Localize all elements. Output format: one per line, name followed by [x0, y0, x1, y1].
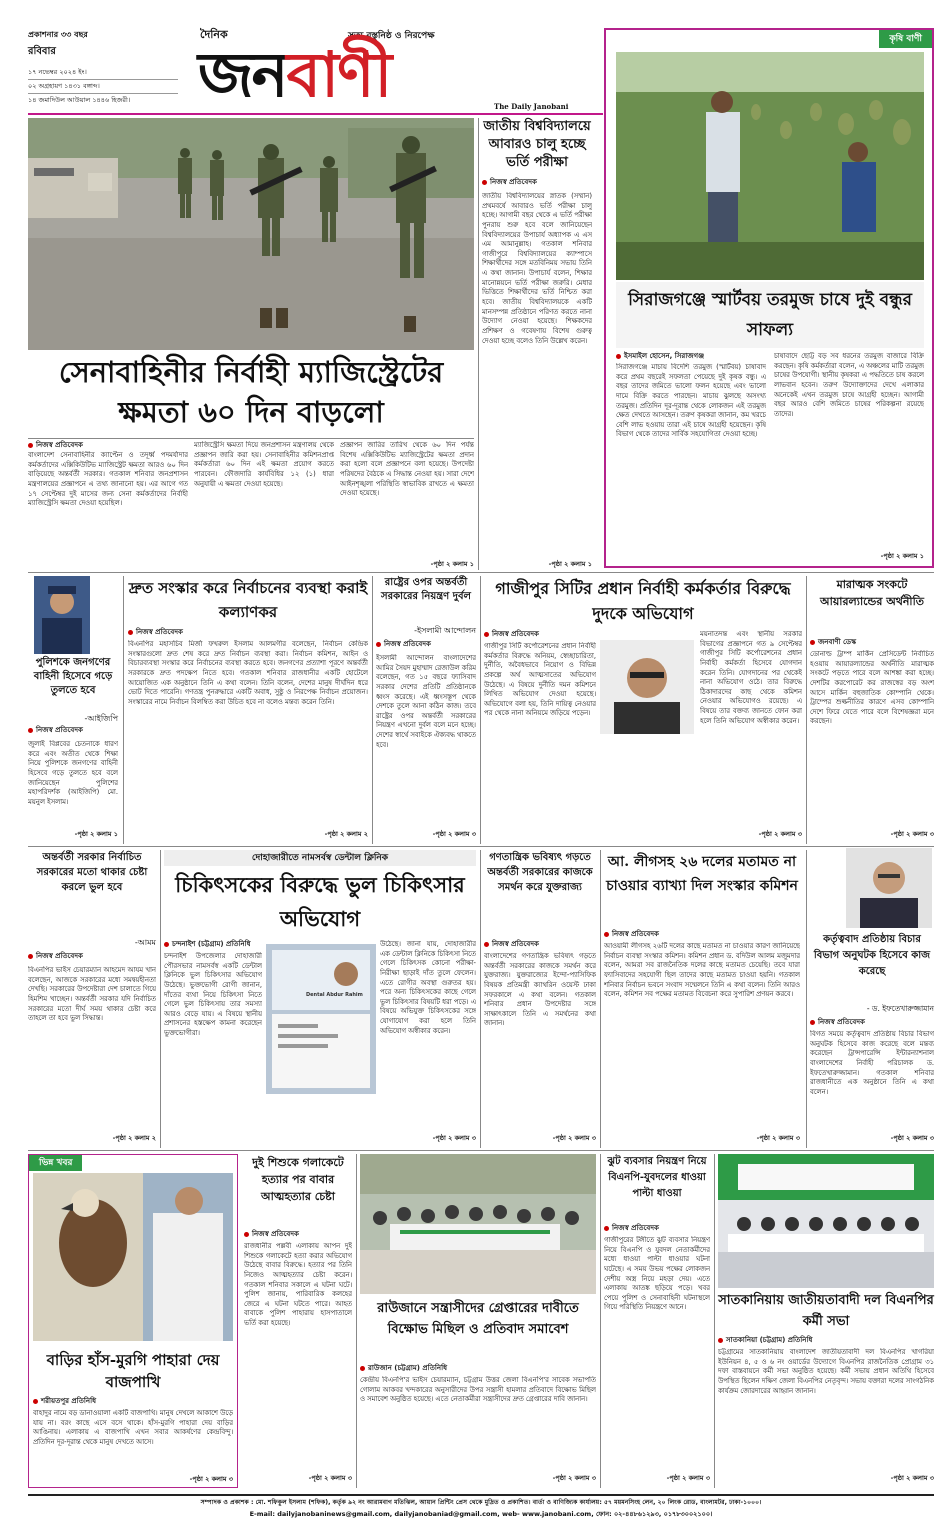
satkania-headline: সাতকানিয়ায় জাতীয়তাবাদী দল বিএনপির কর্মী সভা: [718, 1293, 934, 1329]
al26-byline: নিজস্ব প্রতিবেদক: [604, 930, 659, 939]
watermelon-photo: [616, 52, 924, 280]
footer-imprint: সম্পাদক ও প্রকাশক : মো. শফিকুল ইসলাম (শফিক), কর্তৃক ৯২ নং আরামবাগ মতিঝিল, আয়ান প্রিন্টিং প্রেস থেকে মুদ্রিত ও প্রকাশিত। বার্তা ও বাণিজ্যিক কার্যালয়: ৫৭ ময়মনসিংহ লেন, ২০ লিংক রোড, বাংলামটর, ঢাকা-১০০০।: [200, 1499, 762, 1506]
judiciary-body: বিগত সময়ে কর্তৃত্ববাদ প্রতিষ্ঠায় বিচার বিভাগ অনুঘটক হিসেবে কাজ করেছে বলে মন্তব্য করেছেন ট্রান্সপারেন্সি ইন্টারন্যাশনাল বাংলাদেশের নির্বাহী পরিচালক ড. ইফতেখারুজ্জামান। গতকাল শনিবার রাজধানীতে এক অনুষ্ঠানে তিনি এ কথা বলেন।: [810, 1030, 934, 1096]
krishi-body-col1: সিরাজগঞ্জে মাচায় বিদেশি তরমুজ (স্মার্টবয়) চাষাবাদ করে প্রথম বছরেই সফলতা পেয়েছে দুই কৃষক বন্ধু। এ বছর তাদের জমিতে ভালো ফলন হয়েছে এবং ভালো দামে বিক্রি করতে পারছেন। মাচায় ঝুলছে অসংখ্য তরমুজ। প্রতিদিন দূর-দূরান্ত থেকে লোকজন এই তরমুজ ক্ষেত দেখতে আসছেন। তরুণ কৃষকরা জানান, কম খরচে বেশি লাভ হওয়ায় তারা এই চাষে আগ্রহী হয়েছেন। কৃষি বিভাগ থেকে তাদের সার্বিক সহযোগিতা দেওয়া হচ্ছে।: [616, 363, 766, 439]
date-hijri: ১৪ জমাদিউল আউয়াল ১৪৪৬ হিজরী।: [28, 96, 131, 104]
farmers-illustration: [616, 52, 924, 280]
judiciary-continuation: -পৃষ্ঠা ২ কলাম ৩: [890, 1134, 934, 1142]
jhut-headline: ঝুট ব্যবসার নিয়ন্ত্রণ নিয়ে বিএনপি-যুবদলের ধাওয়া পাল্টা ধাওয়া: [607, 1156, 707, 1199]
reform-byline: নিজস্ব প্রতিবেদক: [128, 628, 183, 637]
gazipur-continuation: -পৃষ্ঠা ২ কলাম ৩: [758, 830, 802, 838]
byline-bullet-icon: [244, 1232, 249, 1237]
ireland-byline: জনবাণী ডেস্ক: [810, 638, 856, 647]
byline-bullet-icon: [164, 942, 169, 947]
krishi-headline: সিরাজগঞ্জে স্মার্টবয় তরমুজ চাষে দুই বন্ধুর সাফল্য: [628, 290, 912, 340]
interim-body: বিএনপির ভাইস চেয়ারম্যান আহমেদ আযম খান বলেছেন, আজকে সরকারের মধ্যে সমন্বয়হীনতা দেখছি। সরকারের উপদেষ্টারা দেশ চালাতে গিয়ে হিমশিম খাচ্ছেন। অন্তর্বর্তী সরকার যদি নির্বাচিত সরকারের মতো দীর্ঘ সময় থাকার চেষ্টা করে তাহলে তা হবে ভুল সিদ্ধান্ত।: [28, 966, 156, 1023]
child-body: রাজধানীর পল্লবী এলাকায় আপন দুই শিশুকে গলাকেটে হত্যা করার অভিযোগ উঠেছে বাবার বিরুদ্ধে। হত্যার পর তিনি নিজেও আত্মহত্যার চেষ্টা করেন। গতকাল শনিবার সকালে এ ঘটনা ঘটে। পুলিশ জানায়, পারিবারিক কলহের জেরে এ ঘটনা ঘটতে পারে। আহত বাবাকে পুলিশ পাহারায় হাসপাতালে ভর্তি করা হয়েছে।: [244, 1242, 352, 1328]
democracy-continuation: -পৃষ্ঠা ২ কলাম ৩: [552, 1134, 596, 1142]
raozan-headline: রাউজানে সন্ত্রাসীদের গ্রেপ্তারের দাবীতে বিক্ষোভ মিছিল ও প্রতিবাদ সমাবেশ: [377, 1301, 579, 1337]
reform-continuation: -পৃষ্ঠা ২ কলাম ২: [324, 830, 368, 838]
state-body: ইসলামী আন্দোলন বাংলাদেশের আমির সৈয়দ মুহাম্মাদ রেজাউল করিম বলেছেন, গত ১৫ বছরে ফ্যাসিবাদ সরকার দেশের প্রতিটি প্রতিষ্ঠানকে ধ্বংস করেছে। এই ধ্বংসস্তূপ থেকে দেশকে তুলে আনা কঠিন কাজ। তবে রাষ্ট্রের ওপর অন্তর্বর্তী সরকারের নিয়ন্ত্রণ এখনো দুর্বল বলে মনে হচ্ছে। দেশের স্বার্থে সবাইকে ঐক্যবদ্ধ থাকতে হবে।: [376, 654, 476, 749]
lead-continuation: -পৃষ্ঠা ২ কলাম ১: [430, 560, 474, 568]
byline-bullet-icon: [33, 1399, 38, 1404]
edition-year: [28, 30, 88, 41]
byline-bullet-icon: [28, 728, 33, 733]
ju-headline: জাতীয় বিশ্ববিদ্যালয়ে আবারও চালু হচ্ছে ভর্তি পরীক্ষা: [483, 119, 591, 170]
hawk-illustration: [33, 1173, 233, 1341]
ceo-portrait-icon: [600, 640, 694, 734]
krishi-headline-banner: [616, 282, 924, 348]
hawk-box: [28, 1154, 238, 1488]
date-en: ১৭ নভেম্বর ২০২৪ ইং।: [28, 68, 87, 76]
dental-continuation: -পৃষ্ঠা ২ কলাম ৩: [432, 1134, 476, 1142]
child-continuation: -পৃষ্ঠা ২ কলাম ৩: [308, 1474, 352, 1482]
rally-photo: [360, 1154, 596, 1294]
satkania-body: চট্টগ্রামের সাতকানিয়ায় বাংলাদেশ জাতীয়তাবাদী দল বিএনপির খাগরিয়া ইউনিয়ন ৪, ৫ ও ৬ নং ওয়ার্ডের উদ্যোগে বিএনপির রাজনৈতিক প্রোগ্রাম ৩১ দফা বাস্তবায়নে কর্মী সভা অনুষ্ঠিত হয়েছে। কর্মী সভায় প্রধান অতিথি হিসেবে উপস্থিত ছিলেন দক্ষিণ জেলা বিএনপির নেতৃবৃন্দ। সভায় বক্তারা দলের সাংগঠনিক কার্যক্রম জোরদারের আহ্বান জানান।: [718, 1348, 934, 1395]
democracy-byline: নিজস্ব প্রতিবেদক: [484, 940, 539, 949]
dental-headline: চিকিৎসকের বিরুদ্ধে ভুল চিকিৎসার অভিযোগ: [175, 872, 465, 931]
satkania-continuation: -পৃষ্ঠা ২ কলাম ৩: [890, 1474, 934, 1482]
byline-bullet-icon: [482, 180, 487, 185]
lead-byline: নিজস্ব প্রতিবেদক: [28, 441, 83, 450]
democracy-headline: গণতান্ত্রিক ভবিষ্যৎ গড়তে অন্তর্বর্তী সরকারের কাজকে সমর্থন করে যুক্তরাজ্য: [487, 852, 593, 893]
ju-continuation: -পৃষ্ঠা ২ কলাম ১: [548, 560, 592, 568]
raozan-body: কেন্দ্রীয় বিএনপি'র ভাইস চেয়ারম্যান, চট্টগ্রাম উত্তর জেলা বিএনপি'র সাবেক সভাপতি গোলাম আকবর খন্দকারের অনুসারীদের উপর সন্ত্রাসী হামলার প্রতিবাদে বিক্ষোভ মিছিল ও সমাবেশ অনুষ্ঠিত হয়েছে। এতে নেতাকর্মীরা সন্ত্রাসীদের দ্রুত গ্রেপ্তারের দাবি জানান।: [360, 1376, 596, 1404]
byline-bullet-icon: [484, 942, 489, 947]
hawk-continuation: -পৃষ্ঠা ২ কলাম ৩: [189, 1475, 233, 1483]
dental-body: চন্দনাইশ উপজেলার দোহাজারী পৌরসভার নামসর্বস্ব একটি ডেন্টাল ক্লিনিকে ভুল চিকিৎসার অভিযোগ উঠেছে। ভুক্তভোগী রোগী জানান, দাঁতের ব্যথা নিয়ে চিকিৎসা নিতে গেলে ভুল চিকিৎসায় তার সমস্যা আরও বেড়ে যায়। এ বিষয়ে স্থানীয় প্রশাসনের হস্তক্ষেপ কামনা করেছেন ভুক্তভোগীরা।: [164, 952, 262, 1038]
dental-body-col2: উঠেছে। জানা যায়, দোহাজারীর এক ডেন্টাল ক্লিনিকে চিকিৎসা নিতে গেলে চিকিৎসক কোনো পরীক্ষা-নিরীক্ষা ছাড়াই দাঁত তুলে ফেলেন। এতে রোগীর অবস্থা গুরুতর হয়। পরে অন্য চিকিৎসকের কাছে গেলে ভুল চিকিৎসার বিষয়টি ধরা পড়ে। এ বিষয়ে অভিযুক্ত চিকিৎসকের সঙ্গে যোগাযোগ করা হলে তিনি অভিযোগ অস্বীকার করেন।: [380, 940, 476, 1035]
byline-bullet-icon: [810, 1020, 815, 1025]
byline-bullet-icon: [810, 640, 815, 645]
hawk-body: বাহাদুর নামে বড় ডানাওয়ালা একটি বাজপাখি। মানুষ দেখলে আকাশে উড়ে যায় না। বরং কাছে এসে বসে থাকে। হাঁস-মুরগি পাহারা দেয় বাড়ির আঙিনায়। এলাকায় এ বাজপাখি এখন সবার আকর্ষণের কেন্দ্রবিন্দু। প্রতিদিন দূর-দূরান্ত থেকে মানুষ দেখতে আসে।: [33, 1409, 233, 1446]
rally-illustration: [360, 1154, 596, 1294]
hawk-photo: [33, 1173, 233, 1341]
ireland-body: ডোনাল্ড ট্রাম্প মার্কিন প্রেসিডেন্ট নির্বাচিত হওয়ায় আয়ারল্যান্ডের অর্থনীতি মারাত্মক সংকটে পড়তে পারে বলে আশঙ্কা করা হচ্ছে। দেশটির করপোরেট কর রাজস্বের বড় অংশ আসে মার্কিন বহুজাতিক কোম্পানি থেকে। ট্রাম্পের শুল্কনীতির কারণে এসব কোম্পানি দেশে ফিরে যেতে পারে বলে বিশেষজ্ঞরা মনে করছেন।: [810, 650, 934, 726]
masthead-english-name: The Daily Janobani: [494, 102, 569, 111]
masthead-prefix: দৈনিক: [200, 28, 228, 41]
police-continuation: -পৃষ্ঠা ২ কলাম ১: [74, 830, 118, 838]
igp-portrait-icon: [34, 576, 90, 654]
state-attrib: -ইসলামী আন্দোলন: [414, 626, 476, 635]
al26-continuation: -পৃষ্ঠা ২ কলাম ৩: [756, 1134, 800, 1142]
raozan-continuation: -পৃষ্ঠা ২ কলাম ৩: [552, 1474, 596, 1482]
jhut-continuation: -পৃষ্ঠা ২ কলাম ৩: [666, 1474, 710, 1482]
al26-headline: আ. লীগসহ ২৬ দলের মতামত না চাওয়ার ব্যাখ্যা দিল সংস্কার কমিশন: [606, 854, 798, 894]
lead-body-col2: ম্যাজিস্ট্রেসি ক্ষমতা দিয়ে জনপ্রশাসন মন্ত্রণালয় থেকে প্রজ্ঞাপন জারি করা হয়। সেনাবাহিনীর কমিশনপ্রাপ্ত কর্মকর্তারা ৬০ দিন এই ক্ষমতা প্রয়োগ করতে পারবেন। ফৌজদারি কার্যবিধির ১২ (১) ধারা অনুযায়ী এ ক্ষমতা দেওয়া হয়েছে।: [194, 441, 334, 488]
army-photo: [28, 118, 474, 350]
byline-bullet-icon: [604, 1226, 609, 1231]
satkania-byline: সাতকানিয়া (চট্টগ্রাম) প্রতিনিধি: [718, 1336, 812, 1345]
ceo-photo: [600, 640, 694, 734]
logo-part2: বাণী: [286, 38, 391, 111]
state-continuation: -পৃষ্ঠা ২ কলাম ৩: [432, 830, 476, 838]
byline-bullet-icon: [616, 354, 621, 359]
day-label: রবিবার: [28, 46, 56, 57]
igp-photo: [34, 576, 90, 654]
police-attrib: -আইজিপি: [84, 714, 118, 723]
interim-byline: নিজস্ব প্রতিবেদক: [28, 952, 83, 961]
state-headline: রাষ্ট্রের ওপর অন্তর্বর্তী সরকারের নিয়ন্ত্রণ দুর্বল: [381, 577, 471, 602]
dental-clinic-illustration: [266, 944, 376, 1094]
judiciary-headline: কর্তৃত্ববাদ প্রতিষ্ঠায় বিচার বিভাগ অনুঘটক হিসেবে কাজ করেছে: [813, 934, 931, 977]
interim-attrib: -আমম: [134, 938, 156, 947]
lead-body-col1: বাংলাদেশ সেনাবাহিনীর ক্যাপ্টেন ও তদূর্ধ্ব পদমর্যাদার কর্মকর্তাদের এক্সিকিউটিভ ম্যাজিস্ট্রেট ক্ষমতা আরও ৬০ দিন বাড়িয়েছে অন্তর্বর্তী সরকার। গতকাল শনিবার জনপ্রশাসন মন্ত্রণালয়ের প্রজ্ঞাপনে এ তথ্য জানানো হয়। এর আগে গত ১৭ সেপ্টেম্বর দুই মাসের জন্য সেনা কর্মকর্তাদের নির্বাহী ম্যাজিস্ট্রেসি ক্ষমতা দেওয়া হয়েছিল।: [28, 451, 188, 508]
dental-byline: চন্দনাইশ (চট্টগ্রাম) প্রতিনিধি: [164, 940, 251, 949]
krishi-byline: ইসমাইল হোসেন, সিরাজগঞ্জ: [616, 352, 704, 361]
democracy-body: বাংলাদেশের গণতান্ত্রিক ভবিষ্যৎ গড়তে অন্তর্বর্তী সরকারের কাজকে সমর্থন করে যুক্তরাজ্য। যুক্তরাজ্যের ইন্দো-প্যাসিফিক বিষয়ক প্রতিমন্ত্রী ক্যাথরিন ওয়েস্ট ঢাকা সফরকালে এ কথা বলেন। গতকাল শনিবার প্রধান উপদেষ্টার সঙ্গে সাক্ষাৎকালে তিনি এ সমর্থনের কথা জানান।: [484, 952, 596, 1028]
krishi-tag: কৃষি বাণী: [879, 30, 932, 48]
gazipur-byline: নিজস্ব প্রতিবেদক: [484, 630, 539, 639]
iftekharuzzaman-photo: [846, 848, 932, 928]
meeting-illustration: [718, 1154, 934, 1288]
byline-bullet-icon: [360, 1366, 365, 1371]
byline-bullet-icon: [28, 443, 33, 448]
ju-byline: নিজস্ব প্রতিবেদক: [482, 178, 537, 187]
judiciary-attrib: - ড. ইফতেখারুজ্জামান: [866, 1004, 934, 1013]
ju-body: জাতীয় বিশ্ববিদ্যালয়ের স্নাতক (সম্মান) প্রথমবর্ষে আবারও ভর্তি পরীক্ষা চালু হচ্ছে। আগামী বছর থেকে এ ভর্তি পরীক্ষা পুনরায় শুরু হবে বলে জানিয়েছেন বিশ্ববিদ্যালয়ের উপাচার্য অধ্যাপক এ এস এম আমানুল্লাহ। গতকাল শনিবার গাজীপুরে বিশ্ববিদ্যালয়ের ক্যাম্পাসে শিক্ষার্থীদের সঙ্গে মতবিনিময় সভায় তিনি এ কথা জানান। উপাচার্য বলেন, শিক্ষার মানোন্নয়নে ভর্তি পরীক্ষা জরুরি। মেধার ভিত্তিতে শিক্ষার্থীদের ভর্তি নিশ্চিত করা হবে। জাতীয় বিশ্ববিদ্যালয়কে একটি মানসম্পন্ন প্রতিষ্ঠানে পরিণত করতে নানা উদ্যোগ নেওয়া হয়েছে। শিক্ষকদের প্রশিক্ষণ ও গবেষণায় বিশেষ গুরুত্ব দেওয়া হচ্ছে বলেও তিনি উল্লেখ করেন।: [482, 192, 592, 345]
child-byline: নিজস্ব প্রতিবেদক: [244, 1230, 299, 1239]
krishi-body-col2: চাষাবাদে ছোট্ট বড় সব ধরনের তরমুজ বাজারে বিক্রি করছেন। কৃষি কর্মকর্তারা বলেন, এ অঞ্চলের মাটি তরমুজ চাষের উপযোগী। স্থানীয় কৃষকরা এ পদ্ধতিতে চাষ করলে লাভবান হবেন। তরুণ উদ্যোক্তাদের দেখে এলাকার অনেকেই এখন তরমুজ চাষে আগ্রহী হচ্ছেন। আগামী বছর আরও বেশি জমিতে চাষের পরিকল্পনা রয়েছে তাদের।: [774, 352, 924, 418]
soldiers-illustration: [28, 118, 474, 350]
dental-kicker: দোহাজারীতে নামসর্বস্ব ডেন্টাল ক্লিনিক: [251, 853, 389, 863]
byline-bullet-icon: [376, 642, 381, 647]
lead-body-col3: প্রজ্ঞাপন জারির তারিখ থেকে ৬০ দিন পর্যন্ত বিশেষ এক্সিকিউটিভ ম্যাজিস্ট্রেটের ক্ষমতা প্রদান করা হলো বলে প্রজ্ঞাপনে বলা হয়েছে। উপদেষ্টা পরিষদের বৈঠকে এ সিদ্ধান্ত নেওয়া হয়। সারা দেশে আইনশৃঙ্খলা পরিস্থিতি স্বাভাবিক রাখতে এ ক্ষমতা দেওয়া হয়েছে।: [340, 441, 474, 498]
child-headline: দুই শিশুকে গলাকেটে হত্যার পর বাবার আত্মহত্যার চেষ্টা: [252, 1156, 344, 1203]
satkania-photo: [718, 1154, 934, 1288]
hawk-tag: ভিন্ন খবর: [29, 1155, 82, 1171]
byline-bullet-icon: [718, 1338, 723, 1343]
byline-bullet-icon: [128, 630, 133, 635]
krishi-continuation: -পৃষ্ঠা ২ কলাম ১: [880, 552, 924, 560]
hawk-byline: শরীয়তপুর প্রতিনিধি: [33, 1397, 96, 1406]
gazipur-headline: গাজীপুর সিটির প্রধান নির্বাহী কর্মকর্তার বিরুদ্ধে দুদকে অভিযোগ: [495, 579, 791, 623]
reform-body: বিএনপির মহাসচিব মির্জা ফখরুল ইসলাম আলমগীর বলেছেন, নির্বাচন কেন্দ্রিক সংস্কারগুলো দ্রুত শেষ করে দ্রুত নির্বাচন ব্যবস্থা করা। নির্বাচন কমিশন, আইন ও বিচারব্যবস্থা সংস্কার করে নির্বাচনের ব্যবস্থা করতে হবে। জনগণের প্রত্যাশা পূরণে অন্তর্বর্তী সরকারকে দ্রুত পদক্ষেপ নিতে হবে। গতকাল শনিবার রাজধানীর একটি হোটেলে আয়োজিত এক অনুষ্ঠানে তিনি এ কথা বলেন। তিনি বলেন, দেশের মানুষ দীর্ঘদিন ধরে ভোট দিতে পারেনি। গণতন্ত্র পুনরুদ্ধারে একটি অবাধ, সুষ্ঠু ও নিরপেক্ষ নির্বাচন প্রয়োজন। সংস্কারের নামে নির্বাচন বিলম্বিত করা উচিত হবে না বলেও মন্তব্য করেন তিনি।: [128, 640, 368, 706]
dental-photo: [266, 944, 376, 1094]
police-headline: পুলিশকে জনগণের বাহিনী হিসেবে গড়ে তুলতে হবে: [33, 657, 113, 696]
dental-photo-caption: Dental Abdur Rahim: [306, 992, 363, 998]
police-body: জুলাই বিপ্লবের চেতনাকে ধারণ করে এবং অতীত থেকে শিক্ষা নিয়ে পুলিশকে জনগণের বাহিনী হিসেবে গড়ে তুলতে হবে বলে জানিয়েছেন পুলিশের মহাপরিদর্শক (আইজিপি) মো. ময়নুল ইসলাম।: [28, 740, 118, 806]
gazipur-body: গাজীপুর সিটি কর্পোরেশনের প্রধান নির্বাহী কর্মকর্তার বিরুদ্ধে অনিয়ম, স্বেচ্ছাচারিতা, দুর্নীতি, অবৈধভাবে নিয়োগ ও বিভিন্ন প্রকল্পে অর্থ আত্মসাতের অভিযোগ উঠেছে। এ বিষয়ে দুর্নীতি দমন কমিশনে লিখিত অভিযোগ দেওয়া হয়েছে। অভিযোগে বলা হয়, তিনি দায়িত্ব নেওয়ার পর থেকে নানা অনিয়মে জড়িয়ে পড়েন।: [484, 642, 596, 718]
masthead: [28, 28, 603, 112]
iftekharuzzaman-portrait-icon: [846, 848, 932, 928]
raozan-byline: রাউজান (চট্টগ্রাম) প্রতিনিধি: [360, 1364, 447, 1373]
footer-contact: E-mail: dailyjanobaninews@gmail.com, dailyjanobaniad@gmail.com, web- www.janobani.com, ফোন: ০২-৪৪৮৬১২৯৩, ০১৭৮৩০০২১০০।: [249, 1510, 713, 1518]
judiciary-byline: নিজস্ব প্রতিবেদক: [810, 1018, 865, 1027]
krishi-box: [604, 28, 934, 568]
masthead-logo: [198, 38, 390, 112]
hawk-headline: বাড়ির হাঁস-মুরগি পাহারা দেয় বাজপাখি: [46, 1351, 220, 1391]
byline-bullet-icon: [604, 932, 609, 937]
lead-headline: সেনাবাহিনীর নির্বাহী ম্যাজিস্ট্রেটের ক্ষমতা ৬০ দিন বাড়লো: [58, 355, 444, 429]
dental-kicker-bar: [164, 850, 476, 866]
byline-bullet-icon: [28, 954, 33, 959]
state-byline: নিজস্ব প্রতিবেদক: [376, 640, 431, 649]
jhut-byline: নিজস্ব প্রতিবেদক: [604, 1224, 659, 1233]
jhut-body: গাজীপুরের টঙ্গীতে ঝুট ব্যবসার নিয়ন্ত্রণ নিয়ে বিএনপি ও যুবদল নেতাকর্মীদের মধ্যে ধাওয়া পাল্টা ধাওয়ার ঘটনা ঘটেছে। এ সময় উভয় পক্ষের লোকজন দেশীয় অস্ত্র নিয়ে মহড়া দেয়। এতে এলাকায় আতঙ্ক ছড়িয়ে পড়ে। খবর পেয়ে পুলিশ ও সেনাবাহিনী ঘটনাস্থলে গিয়ে পরিস্থিতি নিয়ন্ত্রণে আনে।: [604, 1236, 710, 1312]
al26-body: আওয়ামী লীগসহ ২৬টি দলের কাছে মতামত না চাওয়ার কারণ জানিয়েছে নির্বাচন ব্যবস্থা সংস্কার কমিশন। কমিশন প্রধান ড. বদিউল আলম মজুমদার বলেন, আমরা সব রাজনৈতিক দলের কাছে মতামত চেয়েছি। তবে যারা ফ্যাসিবাদের সহযোগী ছিল তাদের কাছে মতামত চাওয়া হয়নি। গতকাল শনিবার নির্বাচন ভবনে সংবাদ সম্মেলনে তিনি এ কথা বলেন। তিনি আরও বলেন, কমিশন সব পক্ষের মতামত বিবেচনা করে সুপারিশ প্রণয়ন করবে।: [604, 942, 800, 999]
reform-headline: দ্রুত সংস্কার করে নির্বাচনের ব্যবস্থা করাই কল্যাণকর: [128, 579, 368, 621]
edition-year-label: প্রকাশনার ৩৩ বছর: [28, 30, 88, 39]
ireland-headline: মারাত্মক সংকটে আয়ারল্যান্ডের অর্থনীতি: [820, 578, 924, 608]
interim-continuation: -পৃষ্ঠা ২ কলাম ২: [112, 1134, 156, 1142]
ireland-continuation: -পৃষ্ঠা ২ কলাম ৩: [890, 830, 934, 838]
gazipur-body-col2: ময়নাতদন্ত এবং স্থানীয় সরকার বিভাগের প্রজ্ঞাপনে গত ৯ সেপ্টেম্বর গাজীপুর সিটি কর্পোরেশনের প্রধান নির্বাহী কর্মকর্তা হিসেবে যোগদান করেন তিনি। যোগদানের পর থেকেই নানা অভিযোগ ওঠে। তার বিরুদ্ধে ঠিকাদারদের কাছ থেকে কমিশন নেওয়ার অভিযোগও রয়েছে। এ বিষয়ে তার বক্তব্য জানতে ফোন করা হলে তিনি অভিযোগ অস্বীকার করেন।: [700, 630, 802, 725]
date-bn: ০২ অগ্রহায়ণ ১৪৩১ বঙ্গাব্দ।: [28, 82, 100, 90]
police-byline: নিজস্ব প্রতিবেদক: [28, 726, 83, 735]
logo-part1: জন: [198, 38, 287, 111]
masthead-slogan: সত্য বস্তুনিষ্ঠ ও নিরপেক্ষ: [348, 31, 435, 41]
byline-bullet-icon: [484, 632, 489, 637]
interim-headline: অন্তর্বর্তী সরকার নির্বাচিত সরকারের মতো থাকার চেষ্টা করলে ভুল হবে: [36, 852, 148, 893]
